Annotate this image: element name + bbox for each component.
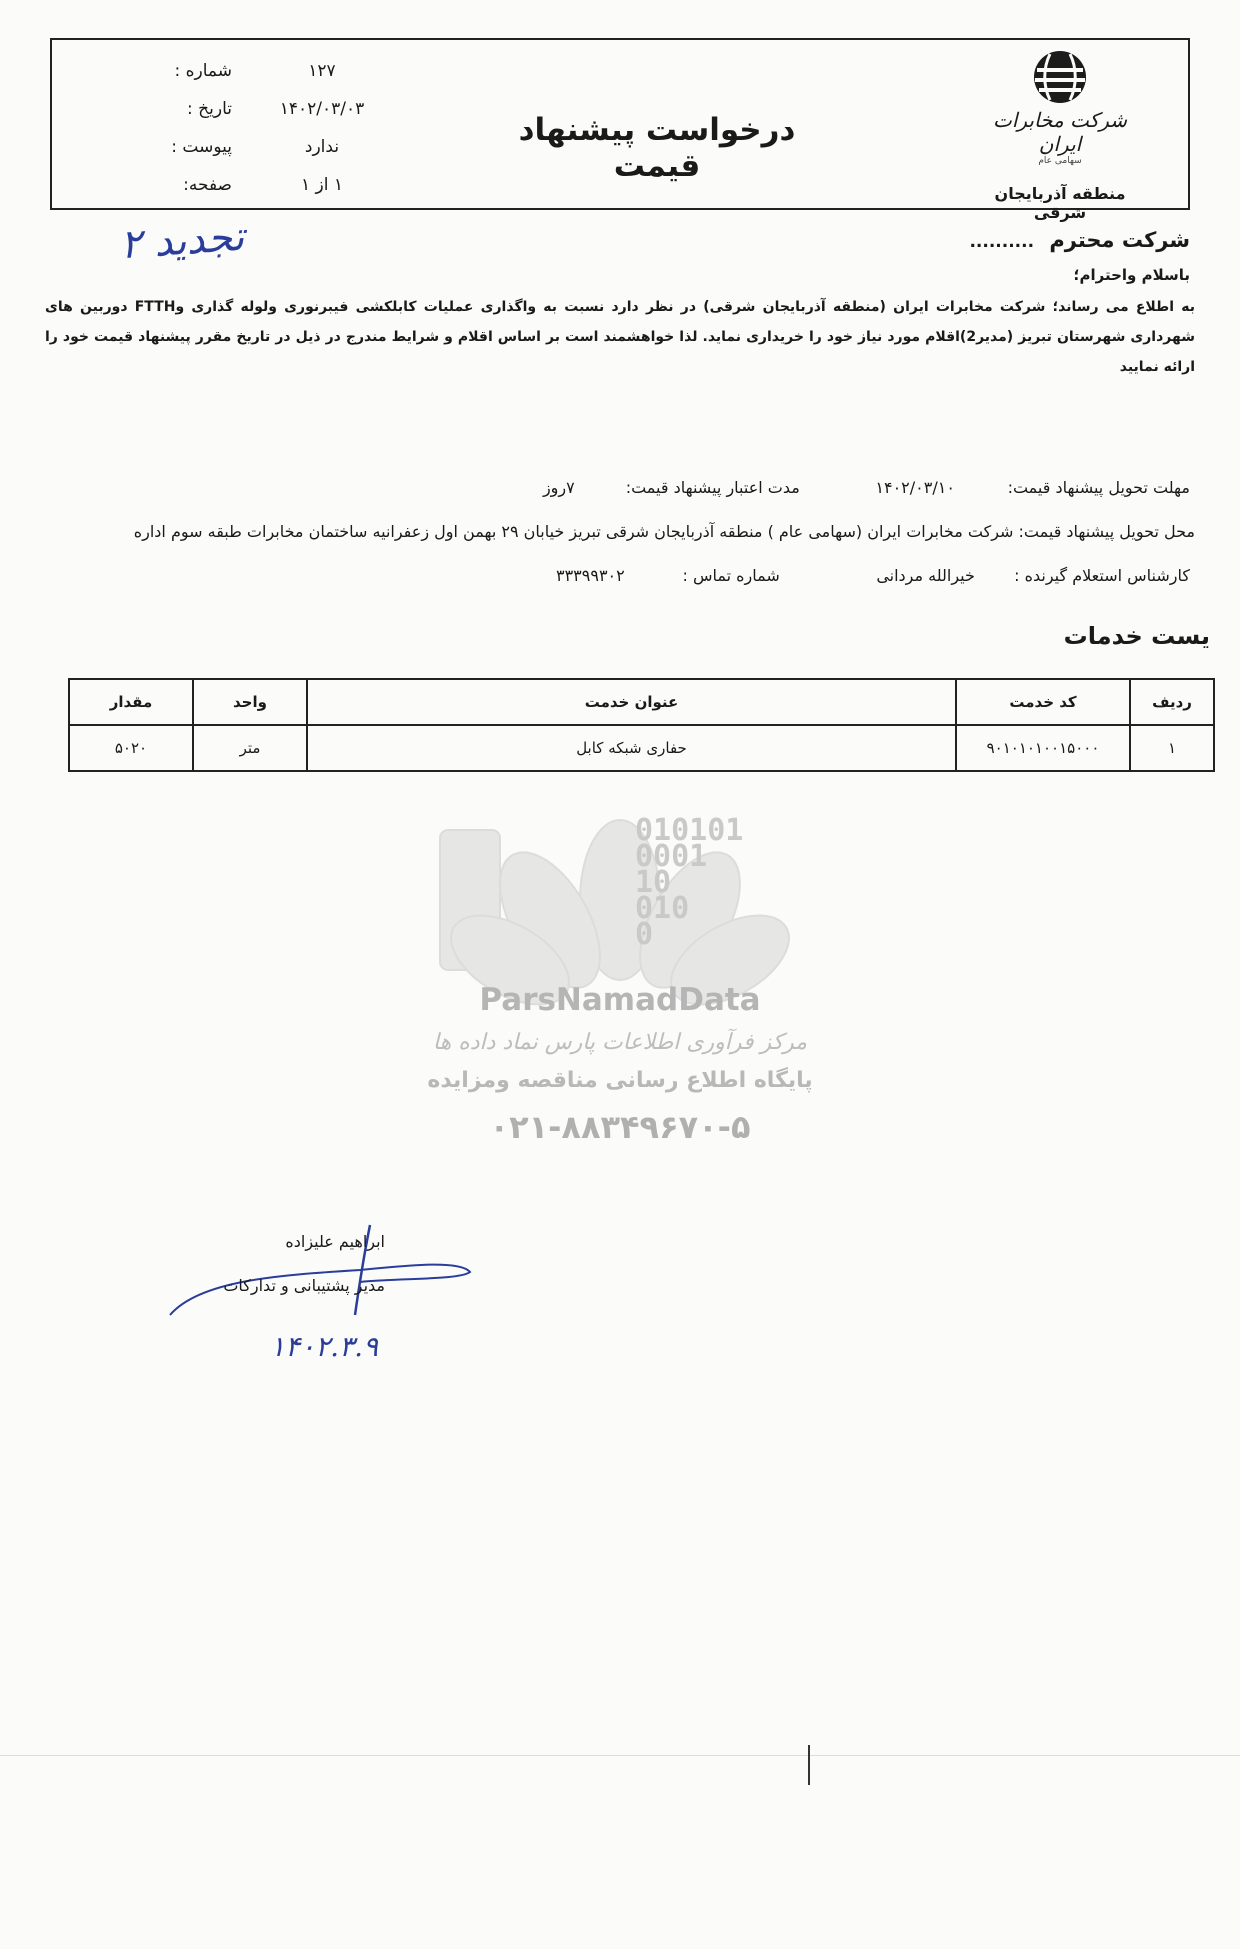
region-name: منطقه آذربایجان شرقی xyxy=(994,184,1126,222)
recipient-line xyxy=(969,228,1190,252)
letter-header xyxy=(50,38,1190,222)
deadline-value: ۱۴۰۲/۰۳/۱۰ xyxy=(875,478,955,497)
column-header: کد خدمت xyxy=(956,679,1130,725)
expert-value: خیرالله مردانی xyxy=(876,566,975,585)
table-cell: متر xyxy=(193,725,307,771)
letter-meta xyxy=(152,52,382,204)
meta-label: صفحه: xyxy=(183,175,232,195)
table-header-row xyxy=(69,679,1214,725)
recipient-company: شرکت محترم xyxy=(1049,228,1190,252)
watermark-brand: ParsNamadData xyxy=(479,982,761,1018)
meta-row-attachment xyxy=(152,128,382,166)
table-row xyxy=(69,725,1214,771)
watermark-digit-line: 10 xyxy=(635,865,672,900)
signature-date: ۱۴۰۲.۳.۹ xyxy=(270,1330,379,1363)
intro-paragraph: به اطلاع می رساند؛ شرکت مخابرات ایران (منطقه آذربایجان شرقی) در نظر دارد نسبت به واگذاری عملیات کابلکشی فیبرنوری ولوله گذاری وFTTH دوربین های شهرداری شهرستان تبریز (مدیر2)اقلام مورد نیاز خود را خریداری نماید. لذا خواهشمند است بر اساس اقلام و شرایط مندرج در ذیل در تاریخ مقرر پیشنهاد قیمت خود را ارائه نمایید xyxy=(45,299,1195,375)
table-cell: ۹۰۱۰۱۰۱۰۰۱۵۰۰۰ xyxy=(956,725,1130,771)
meta-value: ۱ از ۱ xyxy=(300,175,344,195)
company-logo xyxy=(970,48,1150,222)
table-cell: ۵۰۲۰ xyxy=(69,725,193,771)
watermark-digits xyxy=(635,813,744,952)
meta-label: تاریخ : xyxy=(187,99,232,119)
company-name: شرکت مخابرات ایران xyxy=(992,108,1127,156)
watermark-line: مرکز فرآوری اطلاعات پارس نماد داده ها xyxy=(432,1030,808,1055)
column-header: عنوان خدمت xyxy=(307,679,956,725)
table-cell: حفاری شبکه کابل xyxy=(307,725,956,771)
place-label: محل تحویل پیشنهاد قیمت: xyxy=(1018,522,1195,541)
handwritten-note: تجدید ۲ xyxy=(118,213,246,269)
services-section-title: یست خدمات xyxy=(1063,622,1210,650)
salutation: باسلام واحترام؛ xyxy=(1073,266,1190,284)
meta-row-page xyxy=(152,166,382,204)
meta-row-date xyxy=(152,90,382,128)
meta-value: ۱۲۷ xyxy=(308,61,336,81)
validity-label: مدت اعتبار پیشنهاد قیمت: xyxy=(625,478,800,497)
meta-value: ندارد xyxy=(304,137,340,157)
meta-row-number xyxy=(152,52,382,90)
meta-value: ۱۴۰۲/۰۳/۰۳ xyxy=(279,99,365,119)
deadline-label: مهلت تحویل پیشنهاد قیمت: xyxy=(1007,478,1190,497)
column-header: واحد xyxy=(193,679,307,725)
telecom-logo-icon xyxy=(1025,48,1095,106)
phone-label: شماره تماس : xyxy=(682,566,780,585)
meta-label: شماره : xyxy=(174,61,232,81)
signer-position: مدیر پشتیبانی و تدارکات xyxy=(223,1276,385,1295)
document-title: درخواست پیشنهاد قیمت xyxy=(518,112,796,184)
scan-mark xyxy=(808,1745,810,1785)
watermark-line: پایگاه اطلاع رسانی مناقصه ومزایده xyxy=(427,1068,813,1093)
watermark-digit-line: 0 xyxy=(635,917,654,952)
watermark-digit-line: 010 xyxy=(635,891,690,926)
column-header: ردیف xyxy=(1130,679,1214,725)
phone-value: ۳۳۳۹۹۳۰۲ xyxy=(555,566,625,585)
place-value: شرکت مخابرات ایران (سهامی عام ) منطقه آذربایجان شرقی تبریز خیابان ۲۹ بهمن اول زعفرانیه ساختمان مخابرات طبقه سوم اداره xyxy=(133,522,1014,541)
signer-name: ابراهیم علیزاده xyxy=(285,1232,385,1251)
meta-label: پیوست : xyxy=(171,137,232,157)
company-sub: سهامی عام xyxy=(1038,156,1082,166)
table-cell: ۱ xyxy=(1130,725,1214,771)
watermark-digit-line: 0001 xyxy=(635,839,708,874)
delivery-place-line xyxy=(25,522,1195,541)
watermark-phone: ۰۲۱-۸۸۳۴۹۶۷۰-۵ xyxy=(489,1108,751,1146)
services-table xyxy=(68,678,1215,772)
expert-label: کارشناس استعلام گیرنده : xyxy=(1014,566,1190,585)
watermark-digit-line: 010101 xyxy=(635,813,744,848)
expert-line xyxy=(40,566,1190,585)
recipient-dots: .......... xyxy=(969,232,1035,252)
scan-edge-line xyxy=(0,1755,1240,1756)
column-header: مقدار xyxy=(69,679,193,725)
validity-value: ۷روز xyxy=(542,478,575,497)
deadline-line xyxy=(40,478,1190,497)
